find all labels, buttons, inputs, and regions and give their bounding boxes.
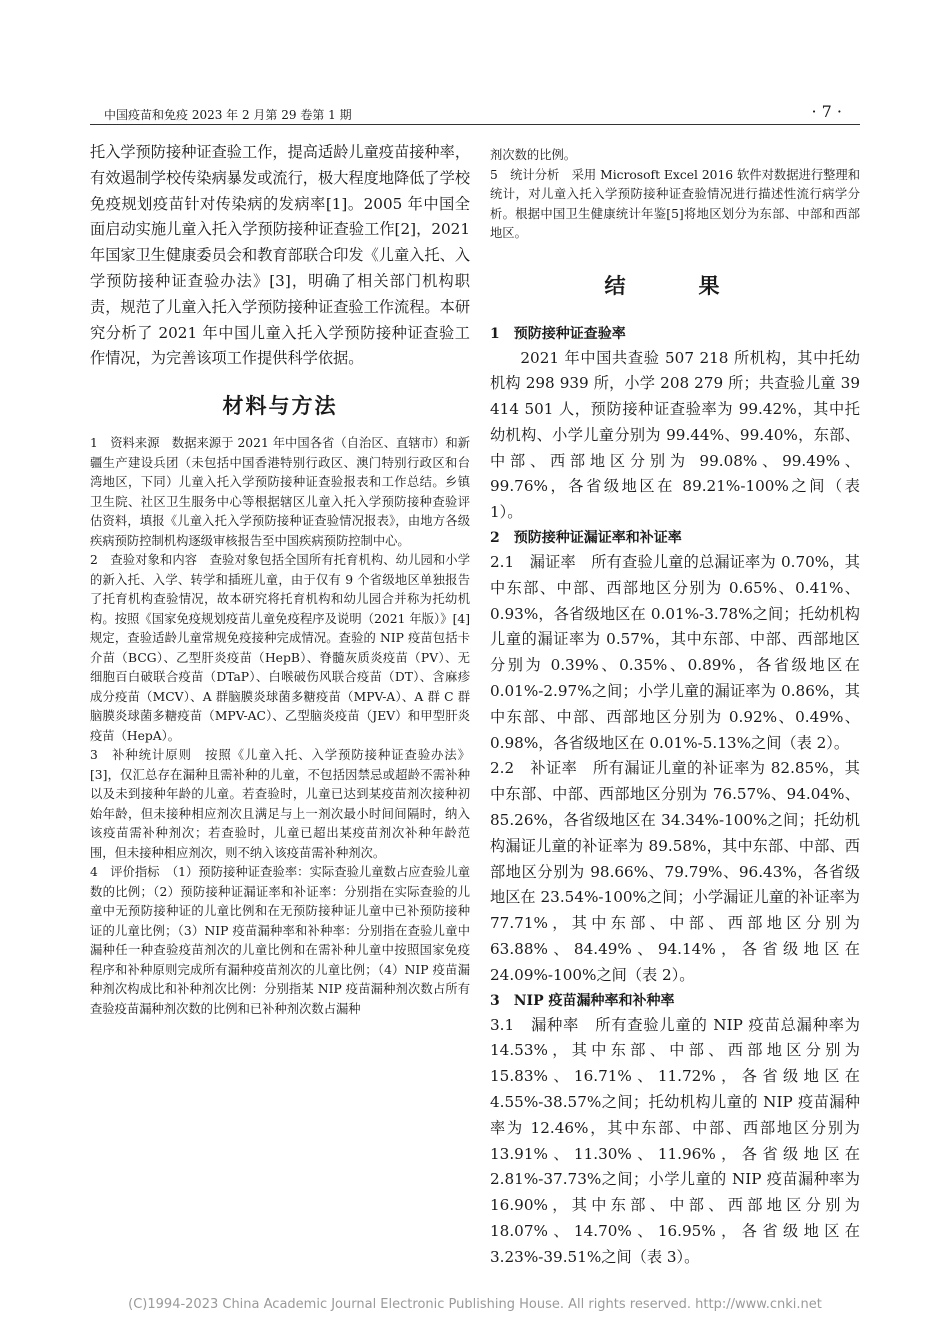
results-heading-1: 1 预防接种证查验率 xyxy=(490,325,626,342)
left-column xyxy=(90,140,470,1019)
indicators-continued: 剂次数的比例。 xyxy=(490,148,577,162)
results-heading-2: 2 预防接种证漏证率和补证率 xyxy=(490,530,682,547)
methods-title: 材料与方法 xyxy=(222,393,338,419)
methods-statistics: 5 统计分析 采用 Microsoft Excel 2016 软件对数据进行整理和统计，对儿童入托入学预防接种证查验情况进行描述性流行病学分析。根据中国卫生健康统计年鉴[5]将地区划分为东部、中部和西部地区。 xyxy=(490,167,861,240)
results-title: 结 果 xyxy=(604,272,746,298)
results-missed-vaccination-rate: 3.1 漏种率 所有查验儿童的 NIP 疫苗总漏种率为 14.53%，其中东部、中部、西部地区分别为 15.83%、16.71%、11.72%，各省级地区在 4.55%-38.57%之间；托幼机构儿童的 NIP 疫苗漏种率为 12.46%，其中东部、中部、西部地区分别为 13.91%、11.30%、11.96%，各省级地区在 2.81%-37.73%之间；小学儿童的 NIP 疫苗漏种率为 16.90%，其中东部、中部、西部地区分别为 18.07%、14.70%、16.95%，各省级地区在 3.23%-39.51%之间（表 3）。 xyxy=(490,1015,860,1266)
results-heading-3: 3 NIP 疫苗漏种率和补种率 xyxy=(490,992,675,1009)
methods-indicators: 4 评价指标 （1）预防接种证查验率：实际查验儿童数占应查验儿童数的比例；（2）预防接种证漏证率和补证率：分别指在实际查验的儿童中无预防接种证的儿童比例和在无预防接种证儿童中已补预防接种证的儿童比例；（3）NIP 疫苗漏种率和补种率：分别指在查验儿童中漏种任一种查验疫苗剂次的儿童比例和在需补种儿童中按照国家免疫程序和补种原则完成所有漏种疫苗剂次的儿童比例；（4）NIP 疫苗漏种剂次构成比和补种剂次比例：分别指某 NIP 疫苗漏种剂次数占所有查验疫苗漏种剂次数的比例和已补种剂次数占漏种 xyxy=(90,865,470,1016)
intro-paragraph: 托入学预防接种证查验工作，提高适龄儿童疫苗接种率，有效遏制学校传染病暴发或流行，极大程度地降低了学校免疫规划疫苗针对传染病的发病率[1]。2005 年中国全面启动实施儿童入托入学预防接种证查验工作[2]，2021 年国家卫生健康委员会和教育部联合印发《儿童入托、入学预防接种证查验办法》[3]，明确了相关部门机构职责，规范了儿童入托入学预防接种证查验工作流程。本研究分析了 2021 年中国儿童入托入学预防接种证查验工作情况，为完善该项工作提供科学依据。 xyxy=(90,143,470,368)
running-header xyxy=(90,104,860,125)
copyright-footer: (C)1994-2023 China Academic Journal Electronic Publishing House. All rights reserved. http://www.cnki.net xyxy=(128,1297,822,1312)
right-column xyxy=(490,146,860,1271)
page-number: · 7 · xyxy=(811,102,842,121)
results-missing-cert-rate: 2.1 漏证率 所有查验儿童的总漏证率为 0.70%，其中东部、中部、西部地区分别为 0.65%、0.41%、0.93%，各省级地区在 0.01%-3.78%之间；托幼机构儿童的漏证率为 0.57%，其中东部、中部、西部地区分别为 0.39%、0.35%、0.89%，各省级地区在 0.01%-2.97%之间；小学儿童的漏证率为 0.86%，其中东部、中部、西部地区分别为 0.92%、0.49%、0.98%，各省级地区在 0.01%-5.13%之间（表 2）。 xyxy=(490,553,860,752)
methods-subjects: 2 查验对象和内容 查验对象包括全国所有托育机构、幼儿园和小学的新入托、入学、转学和插班儿童，由于仅有 9 个省级地区单独报告了托育机构查验情况，故本研究将托育机构和幼儿园合并称为托幼机构。按照《国家免疫规划疫苗儿童免疫程序及说明（2021 年版）》[4]规定，查验适龄儿童常规免疫接种完成情况。查验的 NIP 疫苗包括卡介苗（BCG）、乙型肝炎疫苗（HepB）、脊髓灰质炎疫苗（PV）、无细胞百白破联合疫苗（DTaP）、白喉破伤风联合疫苗（DT）、含麻疹成分疫苗（MCV）、A 群脑膜炎球菌多糖疫苗（MPV-A）、A 群 C 群脑膜炎球菌多糖疫苗（MPV-AC）、乙型脑炎疫苗（JEV）和甲型肝炎疫苗（HepA）。 xyxy=(90,553,470,743)
journal-citation: 中国疫苗和免疫 2023 年 2 月第 29 卷第 1 期 xyxy=(104,108,352,122)
methods-data-source: 1 资料来源 数据来源于 2021 年中国各省（自治区、直辖市）和新疆生产建设兵团（未包括中国香港特别行政区、澳门特别行政区和台湾地区，下同）儿童入托入学预防接种证查验报表和工作总结。乡镇卫生院、社区卫生服务中心等根据辖区儿童入托入学预防接种查验评估资料，填报《儿童入托入学预防接种证查验情况报表》，由地方各级疾病预防控制机构逐级审核报告至中国疾病预防控制中心。 xyxy=(90,436,470,548)
methods-supplement-principle: 3 补种统计原则 按照《儿童入托、入学预防接种证查验办法》[3]，仅汇总存在漏种且需补种的儿童，不包括因禁忌或超龄不需补种以及未到接种年龄的儿童。若查验时，儿童已达到某疫苗剂次接种初始年龄，但未接种相应剂次且满足与上一剂次最小时间间隔时，纳入该疫苗需补种剂次；若查验时，儿童已超出某疫苗剂次补种年龄范围，但未接种相应剂次，则不纳入该疫苗需补种剂次。 xyxy=(90,748,470,860)
results-reissue-rate: 2.2 补证率 所有漏证儿童的补证率为 82.85%，其中东部、中部、西部地区分别为 76.57%、94.04%、85.26%，各省级地区在 34.34%-100%之间；托幼机构漏证儿童的补证率为 89.58%，其中东部、中部、西部地区分别为 98.66%、79.79%、96.43%，各省级地区在 23.54%-100%之间；小学漏证儿童的补证率为 77.71%，其中东部、中部、西部地区分别为 63.88%、84.49%、94.14%，各省级地区在 24.09%-100%之间（表 2）。 xyxy=(490,759,860,984)
results-check-rate: 2021 年中国共查验 507 218 所机构，其中托幼机构 298 939 所，小学 208 279 所；共查验儿童 39 414 501 人，预防接种证查验率为 99.42%，其中托幼机构、小学儿童分别为 99.44%、99.40%，东部、中部、西部地区分别为 99.08%、99.49%、99.76%，各省级地区在 89.21%-100%之间（表 1）。 xyxy=(490,348,860,522)
